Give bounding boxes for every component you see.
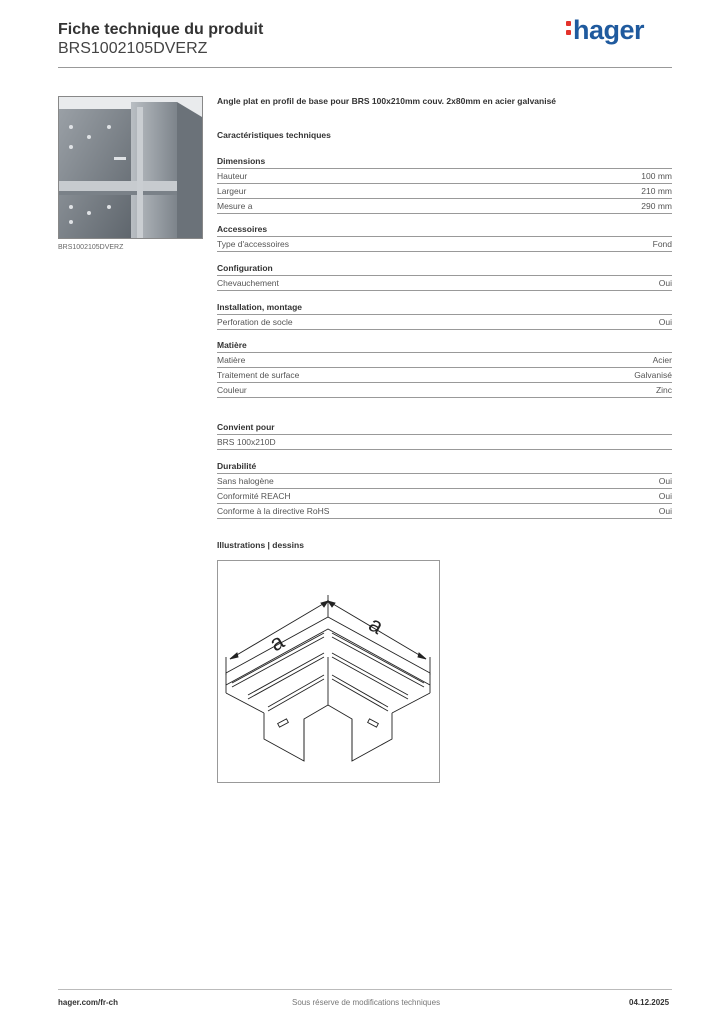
section-title: Durabilité <box>217 459 672 474</box>
technical-drawing <box>217 560 440 783</box>
spec-row <box>217 353 672 368</box>
footer-divider <box>58 989 672 990</box>
hager-logo[interactable] <box>566 15 644 46</box>
spec-label: Chevauchement <box>217 278 279 288</box>
section-durabilite <box>217 459 672 519</box>
spec-row <box>217 169 672 184</box>
spec-row <box>217 199 672 214</box>
section-title: Dimensions <box>217 154 672 169</box>
section-dimensions <box>217 154 672 214</box>
product-description: Angle plat en profil de base pour BRS 100x210mm couv. 2x80mm en acier galvanisé <box>217 96 557 106</box>
product-reference: BRS1002105DVERZ <box>58 40 208 57</box>
spec-row <box>217 504 672 519</box>
section-matiere <box>217 338 672 398</box>
spec-value: Zinc <box>655 385 672 395</box>
spec-value: Oui <box>658 476 672 486</box>
spec-label: Matière <box>217 355 246 365</box>
section-installation <box>217 300 672 330</box>
spec-label: BRS 100x210D <box>217 437 276 447</box>
spec-row <box>217 435 672 450</box>
spec-value: Oui <box>658 491 672 501</box>
spec-label: Hauteur <box>217 171 248 181</box>
section-title: Installation, montage <box>217 300 672 315</box>
footer-date: 04.12.2025 <box>629 998 670 1007</box>
section-accessoires <box>217 222 672 252</box>
spec-row <box>217 315 672 330</box>
photo-caption: BRS1002105DVERZ <box>58 244 124 251</box>
footer-notice: Sous réserve de modifications techniques <box>292 998 441 1007</box>
spec-label: Largeur <box>217 186 247 196</box>
spec-row <box>217 237 672 252</box>
footer-website-link[interactable]: hager.com/fr-ch <box>58 998 119 1007</box>
spec-value: Galvanisé <box>634 370 672 380</box>
logo-text: hager <box>573 15 645 45</box>
specs-title: Caractéristiques techniques <box>217 130 331 140</box>
illustrations-title: Illustrations | dessins <box>217 540 304 550</box>
spec-value: 290 mm <box>641 201 672 211</box>
spec-label: Couleur <box>217 385 247 395</box>
section-title: Accessoires <box>217 222 672 237</box>
spec-label: Mesure a <box>217 201 253 211</box>
spec-row <box>217 474 672 489</box>
spec-value: 100 mm <box>641 171 672 181</box>
dimension-label-left: a <box>265 628 289 657</box>
spec-label: Traitement de surface <box>217 370 300 380</box>
spec-row <box>217 368 672 383</box>
spec-row <box>217 184 672 199</box>
spec-value: Fond <box>652 239 672 249</box>
spec-label: Type d'accessoires <box>217 239 290 249</box>
logo-dots <box>566 17 571 39</box>
document-title: Fiche technique du produit <box>58 21 264 38</box>
spec-value: Oui <box>658 317 672 327</box>
product-photo <box>58 96 203 239</box>
spec-label: Conformité REACH <box>217 491 291 501</box>
section-configuration <box>217 261 672 291</box>
spec-row <box>217 276 672 291</box>
section-title: Matière <box>217 338 672 353</box>
header-divider <box>58 67 672 68</box>
spec-row <box>217 489 672 504</box>
spec-label: Conforme à la directive RoHS <box>217 506 330 516</box>
spec-value: Oui <box>658 506 672 516</box>
spec-row <box>217 383 672 398</box>
section-convient-pour <box>217 420 672 450</box>
spec-value: Acier <box>652 355 672 365</box>
spec-label: Perforation de socle <box>217 317 293 327</box>
section-title: Convient pour <box>217 420 672 435</box>
spec-label: Sans halogène <box>217 476 274 486</box>
spec-value: Oui <box>658 278 672 288</box>
section-title: Configuration <box>217 261 672 276</box>
dimension-label-right: a <box>364 611 388 639</box>
spec-value: 210 mm <box>641 186 672 196</box>
